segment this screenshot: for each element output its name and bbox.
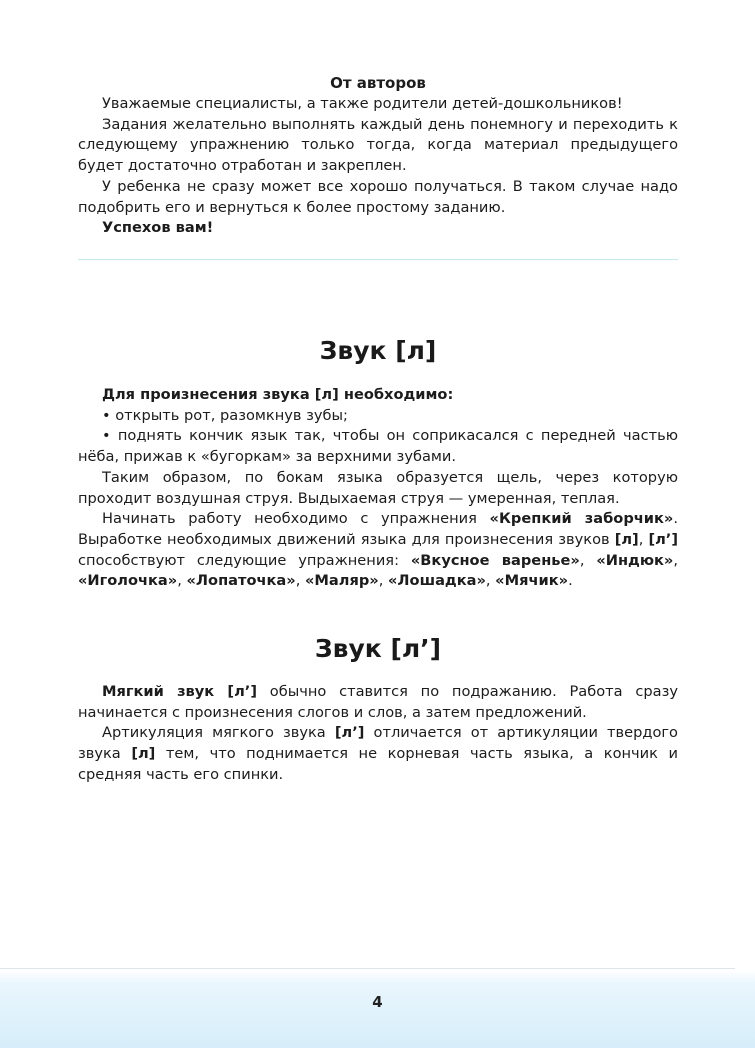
exercise-name: «Вкусное варенье» — [410, 551, 580, 569]
authors-section — [78, 73, 678, 239]
text-run: . Выработке необходимых движений языка для произнесения звуков — [78, 510, 678, 548]
exercise-name: «Мячик» — [495, 572, 569, 590]
bullet-item: • поднять кончик язык так, чтобы он соприкасался с передней частью нёба, прижав к «бугоркам» за верхними зубами. — [78, 427, 678, 466]
separator: . — [568, 572, 573, 590]
separator: , — [295, 572, 305, 590]
authors-greeting: Уважаемые специалисты, а также родители детей-дошкольников! — [102, 95, 623, 112]
sound-symbol: [л] — [131, 745, 156, 763]
sound-l-exercises-paragraph — [78, 509, 678, 592]
exercise-name: «Маляр» — [304, 572, 379, 590]
sound-l-subhead: Для произнесения звука [л] необходимо: — [102, 386, 454, 403]
text-run: обычно ставится по подражанию. Работа сразу начинается с произнесения слогов и слов, а затем предложений. — [78, 683, 678, 721]
authors-heading: От авторов — [330, 74, 426, 92]
exercise-name: «Лопаточка» — [186, 572, 296, 590]
bold-term: Мягкий звук [л’] — [102, 683, 257, 700]
exercise-name: «Крепкий заборчик» — [489, 510, 674, 528]
section-title: Звук [л] — [319, 336, 437, 365]
sound-symbol: [л’] — [334, 724, 365, 742]
text-run: способствуют следующие упражнения: — [78, 551, 411, 569]
sound-l-soft-paragraph — [78, 682, 678, 723]
exercise-name: «Лошадка» — [388, 572, 486, 590]
authors-paragraph: У ребенка не сразу может все хорошо получаться. В таком случае надо подобрить его и вернуться к более простому заданию. — [78, 177, 678, 216]
exercise-name: «Иголочка» — [78, 572, 178, 590]
sound-symbol: [л’] — [648, 530, 679, 548]
separator: , — [378, 572, 388, 590]
section-title: Звук [л’] — [314, 634, 442, 663]
text-run: отличается от артикуляции твердого звука — [78, 724, 678, 763]
text-run: , — [638, 530, 649, 548]
page-number: 4 — [372, 993, 383, 1011]
sound-symbol: [л] — [614, 530, 639, 548]
sound-l-paragraph: Таким образом, по бокам языка образуется щель, через которую проходит воздушная струя. Выдыхаемая струя — умеренная, теплая. — [78, 468, 678, 507]
text-run: Начинать работу необходимо с упражнения — [102, 510, 490, 528]
sound-l-body — [78, 385, 678, 592]
sound-l-soft-section — [78, 634, 678, 663]
separator: , — [579, 551, 597, 569]
sound-l-soft-paragraph — [78, 723, 678, 785]
text-run: Артикуляция мягкого звука — [102, 724, 335, 742]
text-run: тем, что поднимается не корневая часть языка, а кончик и средняя часть его спинки. — [78, 745, 678, 783]
separator: , — [177, 572, 187, 590]
footer-divider — [0, 968, 735, 969]
authors-paragraph: Задания желательно выполнять каждый день понемногу и переходить к следующему упражнению только тогда, когда материал предыдущего будет достаточно отработан и закреплен. — [78, 115, 678, 175]
bullet-item: • открыть рот, разомкнув зубы; — [102, 406, 348, 424]
exercise-name: «Индюк» — [596, 551, 674, 569]
separator: , — [673, 551, 678, 569]
sound-l-section — [78, 336, 678, 365]
authors-closing: Успехов вам! — [102, 219, 214, 237]
sound-l-soft-body — [78, 682, 678, 786]
separator: , — [485, 572, 496, 590]
section-divider — [78, 259, 678, 260]
